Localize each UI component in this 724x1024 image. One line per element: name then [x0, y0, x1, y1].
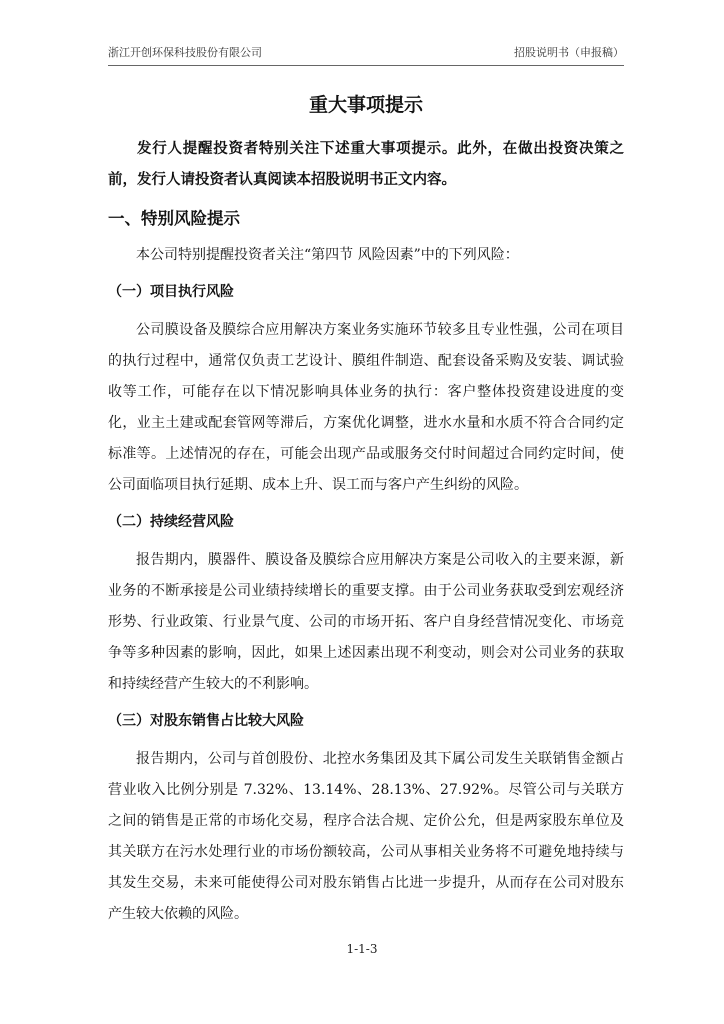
page-body	[108, 92, 624, 930]
risk-heading-going-concern: （二）持续经营风险	[108, 514, 234, 530]
header-divider	[108, 65, 624, 66]
risk-heading-project-execution: （一）项目执行风险	[108, 284, 234, 300]
risk-text-shareholder-sales: 报告期内，公司与首创股份、北控水务集团及其下属公司发生关联销售金额占营业收入比例分别是 7.32%、13.14%、28.13%、27.92%。尽管公司与关联方之间的销售是正常的市场化交易，程序合法合规、定价公允，但是两家股东单位及其关联方在污水处理行业的市场份额较高，公司从事相关业务将不可避免地持续与其发生交易，未来可能使得公司对股东销售占比进一步提升，从而存在公司对股东产生较大依赖的风险。	[108, 751, 624, 922]
section-heading-special-risks: 一、特别风险提示	[108, 209, 240, 228]
page-header	[108, 46, 624, 62]
risk-text-going-concern: 报告期内，膜器件、膜设备及膜综合应用解决方案是公司收入的主要来源，新业务的不断承接是公司业绩持续增长的重要支撑。由于公司业务获取受到宏观经济形势、行业政策、行业景气度、公司的市场开拓、客户自身经营情况变化、市场竞争等多种因素的影响，因此，如果上述因素出现不利变动，则会对公司业务的获取和持续经营产生较大的不利影响。	[108, 552, 624, 692]
header-company-name: 浙江开创环保科技股份有限公司	[108, 46, 262, 59]
section-lead-paragraph: 本公司特别提醒投资者关注“第四节 风险因素”中的下列风险：	[136, 247, 519, 263]
page-number: 1-1-3	[346, 942, 378, 956]
risk-heading-shareholder-sales: （三）对股东销售占比较大风险	[108, 713, 304, 729]
intro-paragraph: 发行人提醒投资者特别关注下述重大事项提示。此外，在做出投资决策之前，发行人请投资者认真阅读本招股说明书正文内容。	[108, 141, 624, 188]
header-document-type: 招股说明书（申报稿）	[514, 46, 624, 59]
page-title: 重大事项提示	[308, 94, 423, 116]
risk-text-project-execution: 公司膜设备及膜综合应用解决方案业务实施环节较多且专业性强，公司在项目的执行过程中，通常仅负责工艺设计、膜组件制造、配套设备采购及安装、调试验收等工作，可能存在以下情况影响具体业务的执行：客户整体投资建设进度的变化，业主土建或配套管网等滞后，方案优化调整，进水水量和水质不符合合同约定标准等。上述情况的存在，可能会出现产品或服务交付时间超过合同约定时间，使公司面临项目执行延期、成本上升、误工而与客户产生纠纷的风险。	[108, 322, 624, 493]
